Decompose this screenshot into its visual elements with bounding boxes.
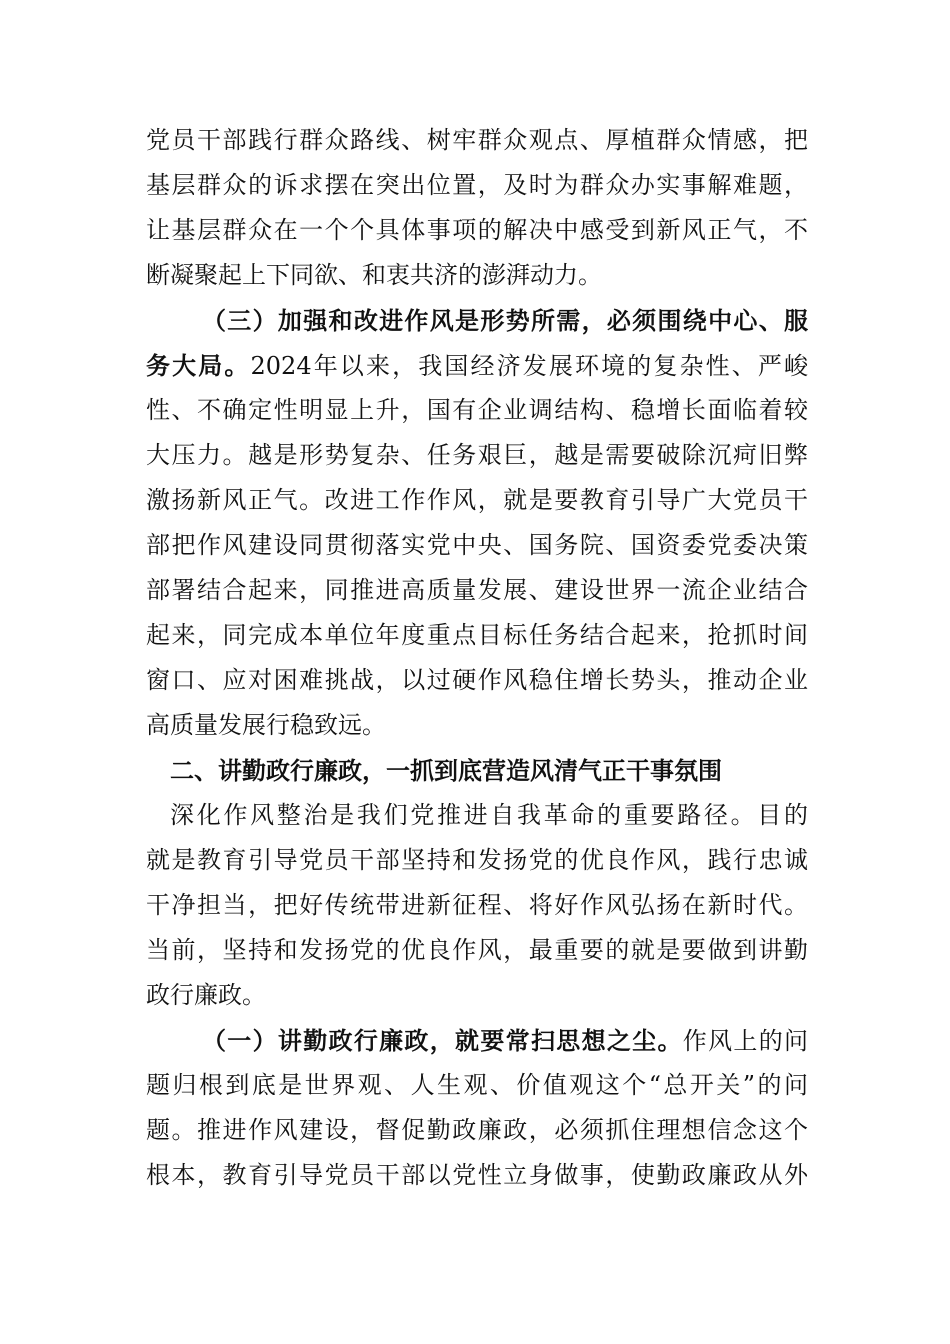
paragraph-2-line-3: 性、不确定性明显上升，国有企业调结构、稳增长面临着较 [146, 396, 808, 424]
paragraph-3-line-3: 干净担当，把好传统带进新征程、将好作风弘扬在新时代。 [146, 891, 808, 919]
paragraph-2 [146, 298, 808, 748]
subheading-3-part-1: （三）加强和改进作风是形势所需，必须围绕中心、服 [202, 306, 808, 335]
paragraph-4-line-4: 根本，教育引导党员干部以党性立身做事，使勤政廉政从外 [146, 1161, 808, 1189]
paragraph-2-line-10: 高质量发展行稳致远。 [146, 711, 386, 739]
paragraph-4-line-1 [146, 1018, 808, 1063]
paragraph-4-line-1-text: 作风上的问 [682, 1027, 808, 1055]
paragraph-3-line-5: 政行廉政。 [146, 981, 266, 1009]
paragraph-3-line-2: 就是教育引导党员干部坚持和发扬党的优良作风，践行忠诚 [146, 846, 808, 874]
paragraph-1 [146, 118, 808, 298]
paragraph-1-line-2: 基层群众的诉求摆在突出位置，及时为群众办实事解难题， [146, 171, 808, 199]
paragraph-3-line-4: 当前，坚持和发扬党的优良作风，最重要的就是要做到讲勤 [146, 936, 808, 964]
paragraph-2-line-4: 大压力。越是形势复杂、任务艰巨，越是需要破除沉疴旧弊 [146, 441, 808, 469]
paragraph-2-line-5: 激扬新风正气。改进工作作风，就是要教育引导广大党员干 [146, 486, 808, 514]
paragraph-3 [146, 793, 808, 1018]
paragraph-4-line-2: 题归根到底是世界观、人生观、价值观这个“总开关”的问 [146, 1071, 808, 1099]
paragraph-2-line-2 [146, 343, 808, 388]
paragraph-1-line-1: 党员干部践行群众路线、树牢群众观点、厚植群众情感，把 [146, 126, 808, 154]
paragraph-3-line-1: 深化作风整治是我们党推进自我革命的重要路径。目的 [170, 801, 808, 829]
paragraph-1-line-3: 让基层群众在一个个具体事项的解决中感受到新风正气，不 [146, 216, 808, 244]
paragraph-2-line-1 [146, 298, 808, 343]
paragraph-2-line-8: 起来，同完成本单位年度重点目标任务结合起来，抢抓时间 [146, 621, 808, 649]
subheading-1: （一）讲勤政行廉政，就要常扫思想之尘。 [202, 1026, 683, 1055]
paragraph-4-line-3: 题。推进作风建设，督促勤政廉政，必须抓住理想信念这个 [146, 1116, 808, 1144]
section-heading-2-text: 二、讲勤政行廉政，一抓到底营造风清气正干事氛围 [170, 756, 722, 785]
section-heading-2 [146, 748, 808, 793]
paragraph-1-line-4: 断凝聚起上下同欲、和衷共济的澎湃动力。 [146, 261, 602, 289]
paragraph-2-line-6: 部把作风建设同贯彻落实党中央、国务院、国资委党委决策 [146, 531, 808, 559]
paragraph-2-line-9: 窗口、应对困难挑战，以过硬作风稳住增长势头，推动企业 [146, 666, 808, 694]
paragraph-2-line-2-text: 2024年以来，我国经济发展环境的复杂性、严峻 [250, 352, 809, 380]
paragraph-4 [146, 1018, 808, 1198]
document-body [146, 118, 808, 1198]
subheading-3-part-2: 务大局。 [146, 351, 251, 380]
paragraph-2-line-7: 部署结合起来，同推进高质量发展、建设世界一流企业结合 [146, 576, 808, 604]
